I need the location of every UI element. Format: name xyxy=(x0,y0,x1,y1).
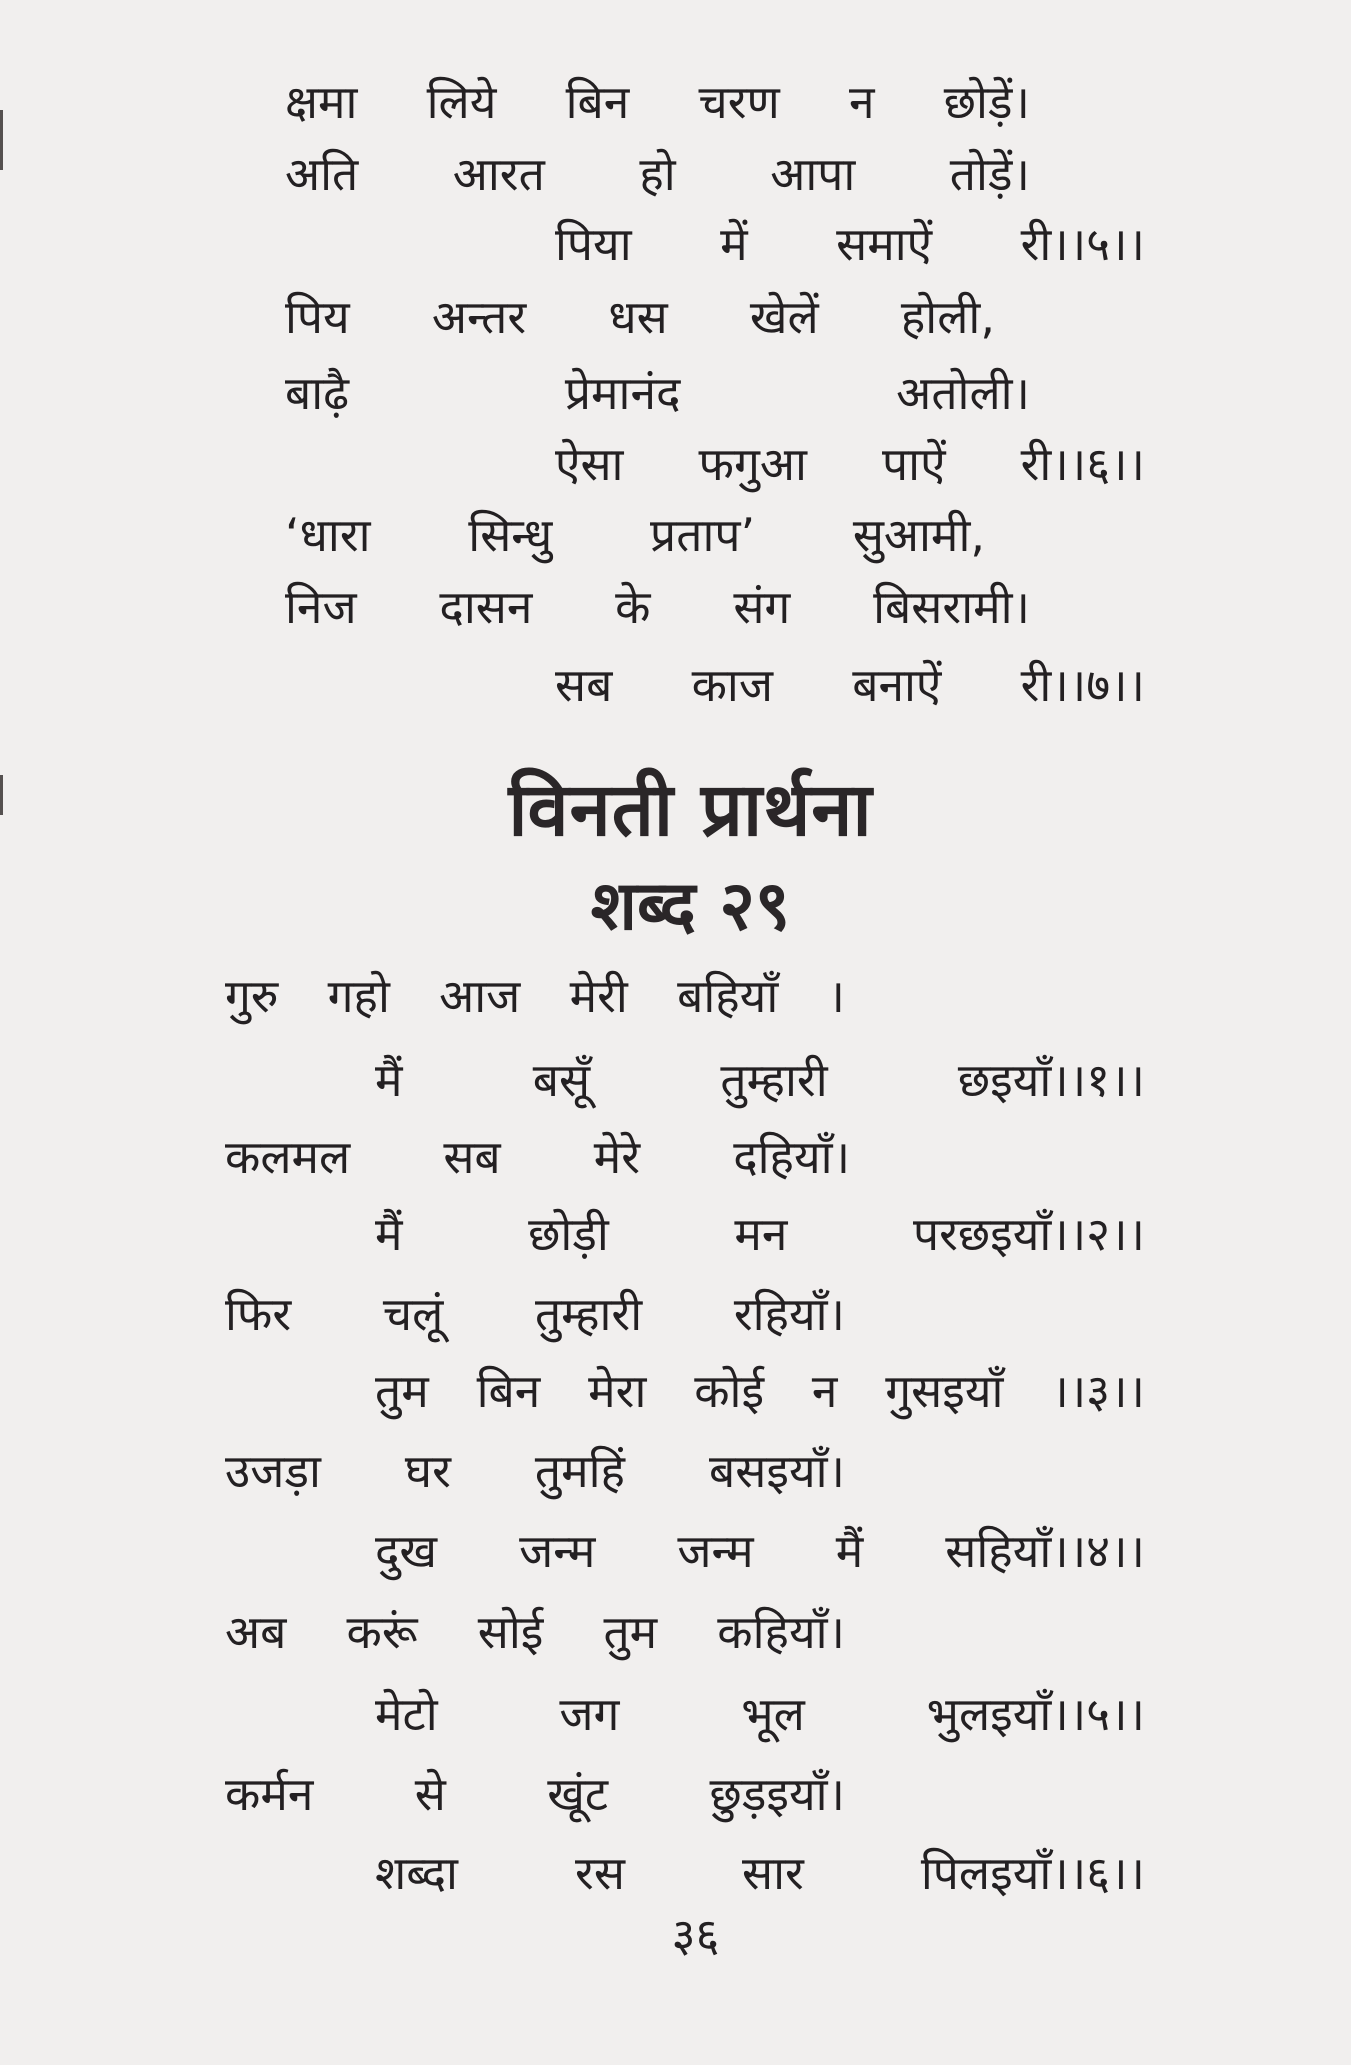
verse-word: तुम xyxy=(603,1605,658,1659)
verse-line-13 xyxy=(375,1204,1145,1264)
verse-word: बनाऐं xyxy=(852,658,942,712)
verse-word: खूंट xyxy=(547,1767,609,1821)
verse-word: भूल xyxy=(741,1687,805,1741)
verse-word: पिया xyxy=(555,217,632,271)
verse-word: दुख xyxy=(375,1524,438,1578)
verse-line-7 xyxy=(285,505,985,565)
verse-line-17 xyxy=(375,1521,1145,1581)
verse-line-18 xyxy=(225,1602,845,1662)
verse-word: तुम्हारी xyxy=(720,1053,828,1107)
verse-word: शब्दा xyxy=(375,1846,458,1900)
verse-word: री।।७।। xyxy=(1020,658,1145,712)
verse-word: सहियाँ।।४।। xyxy=(945,1524,1145,1578)
verse-word: रहियाँ। xyxy=(733,1287,845,1341)
verse-word: मैं xyxy=(835,1524,864,1578)
verse-word: छुड़इयाँ। xyxy=(709,1767,845,1821)
verse-word: घर xyxy=(404,1444,451,1498)
verse-word: मेटो xyxy=(375,1687,438,1741)
verse-word: आरत xyxy=(452,147,545,201)
verse-word: सिन्धु xyxy=(468,508,553,562)
section-subheading: शब्द २९ xyxy=(590,867,791,946)
verse-word: मेरे xyxy=(593,1130,641,1184)
section-heading: विनती प्रार्थना xyxy=(508,767,873,853)
verse-word: संग xyxy=(733,580,791,634)
verse-word: गहो xyxy=(327,969,390,1023)
verse-word: न xyxy=(849,75,875,129)
page-edge-mark xyxy=(0,110,3,170)
verse-word: छोड़ी xyxy=(528,1207,609,1261)
verse-word: निज xyxy=(285,580,357,634)
verse-word: के xyxy=(615,580,651,634)
verse-word: सुआमी, xyxy=(852,508,985,562)
verse-word: गुसइयाँ xyxy=(885,1364,1004,1418)
verse-word: फगुआ xyxy=(698,437,807,491)
verse-word: बसूँ xyxy=(532,1053,591,1107)
verse-word: तुम xyxy=(375,1364,429,1418)
verse-line-2 xyxy=(285,144,1030,204)
verse-word: पिलइयाँ।।६।। xyxy=(920,1846,1145,1900)
verse-word: प्रेमानंद xyxy=(564,366,681,420)
verse-word: लिये xyxy=(426,75,497,129)
verse-word: होली, xyxy=(900,290,995,344)
verse-word: मैं xyxy=(375,1207,403,1261)
verse-word: मैं xyxy=(375,1053,403,1107)
verse-line-6 xyxy=(555,434,1145,494)
verse-line-14 xyxy=(225,1284,845,1344)
verse-word: छोड़ें। xyxy=(943,75,1030,129)
verse-word: सब xyxy=(443,1130,501,1184)
verse-word: तुम्हारी xyxy=(534,1287,643,1341)
verse-word: परछइयाँ।।२।। xyxy=(912,1207,1145,1261)
verse-word: जन्म xyxy=(519,1524,596,1578)
verse-line-12 xyxy=(225,1127,850,1187)
verse-word: सार xyxy=(742,1846,804,1900)
verse-word: बिन xyxy=(565,75,630,129)
verse-word: आपा xyxy=(770,147,856,201)
verse-word: करूं xyxy=(346,1605,418,1659)
verse-word: गुरु xyxy=(225,969,279,1023)
verse-word: ।।३।। xyxy=(1051,1364,1145,1418)
verse-word: बाढ़ै xyxy=(285,366,350,420)
verse-word: न xyxy=(811,1364,838,1418)
verse-word: पाऐं xyxy=(882,437,946,491)
verse-line-20 xyxy=(225,1764,845,1824)
page-number: ३६ xyxy=(671,1908,720,1962)
verse-word: री।।५।। xyxy=(1020,217,1145,271)
verse-word: दासन xyxy=(439,580,533,634)
verse-word: खेलें xyxy=(749,290,819,344)
verse-word: धस xyxy=(608,290,668,344)
verse-line-15 xyxy=(375,1361,1145,1421)
verse-word: पिय xyxy=(285,290,350,344)
verse-word: काज xyxy=(691,658,773,712)
verse-word: । xyxy=(827,969,845,1023)
verse-word: अतोली। xyxy=(896,366,1030,420)
verse-word: भुलइयाँ।।५।। xyxy=(926,1687,1145,1741)
verse-word: रस xyxy=(575,1846,625,1900)
verse-word: समाऐं xyxy=(836,217,933,271)
verse-word: कहियाँ। xyxy=(717,1605,845,1659)
verse-line-11 xyxy=(375,1050,1145,1110)
verse-word: अन्तर xyxy=(431,290,527,344)
verse-line-8 xyxy=(285,577,1030,637)
verse-word: छइयाँ।।१।। xyxy=(957,1053,1145,1107)
verse-word: री।।६।। xyxy=(1020,437,1145,491)
verse-word: हो xyxy=(639,147,676,201)
verse-line-21 xyxy=(375,1843,1145,1903)
verse-word: जन्म xyxy=(677,1524,754,1578)
verse-word: कर्मन xyxy=(225,1767,314,1821)
verse-word: अति xyxy=(285,147,359,201)
verse-line-5 xyxy=(285,363,1030,423)
verse-word: तुमहिं xyxy=(534,1444,625,1498)
verse-word: क्षमा xyxy=(285,75,358,129)
verse-word: मन xyxy=(734,1207,788,1261)
verse-word: दहियाँ। xyxy=(733,1130,850,1184)
verse-line-1 xyxy=(285,72,1030,132)
verse-word: तोड़ें। xyxy=(949,147,1030,201)
verse-word: प्रताप’ xyxy=(650,508,756,562)
verse-word: चरण xyxy=(698,75,780,129)
verse-word: फिर xyxy=(225,1287,292,1341)
page-edge-mark xyxy=(0,775,3,815)
verse-word: चलूं xyxy=(382,1287,444,1341)
verse-word: अब xyxy=(225,1605,287,1659)
verse-word: ऐसा xyxy=(555,437,624,491)
verse-word: बिन xyxy=(476,1364,541,1418)
verse-word: ‘धारा xyxy=(285,508,371,562)
verse-word: में xyxy=(720,217,748,271)
verse-word: सोई xyxy=(477,1605,544,1659)
verse-word: आज xyxy=(439,969,521,1023)
verse-word: उजड़ा xyxy=(225,1444,321,1498)
verse-word: मेरा xyxy=(588,1364,647,1418)
verse-line-9 xyxy=(555,655,1145,715)
verse-line-19 xyxy=(375,1684,1145,1744)
verse-line-16 xyxy=(225,1441,845,1501)
verse-word: मेरी xyxy=(569,969,628,1023)
verse-word: बसइयाँ। xyxy=(709,1444,845,1498)
verse-line-4 xyxy=(285,287,995,347)
verse-word: बहियाँ xyxy=(677,969,779,1023)
verse-line-10 xyxy=(225,966,845,1026)
verse-word: कलमल xyxy=(225,1130,351,1184)
verse-word: से xyxy=(414,1767,446,1821)
verse-line-3 xyxy=(555,214,1145,274)
verse-word: जग xyxy=(559,1687,620,1741)
verse-word: कोई xyxy=(694,1364,765,1418)
verse-word: सब xyxy=(555,658,613,712)
verse-word: बिसरामी। xyxy=(873,580,1030,634)
